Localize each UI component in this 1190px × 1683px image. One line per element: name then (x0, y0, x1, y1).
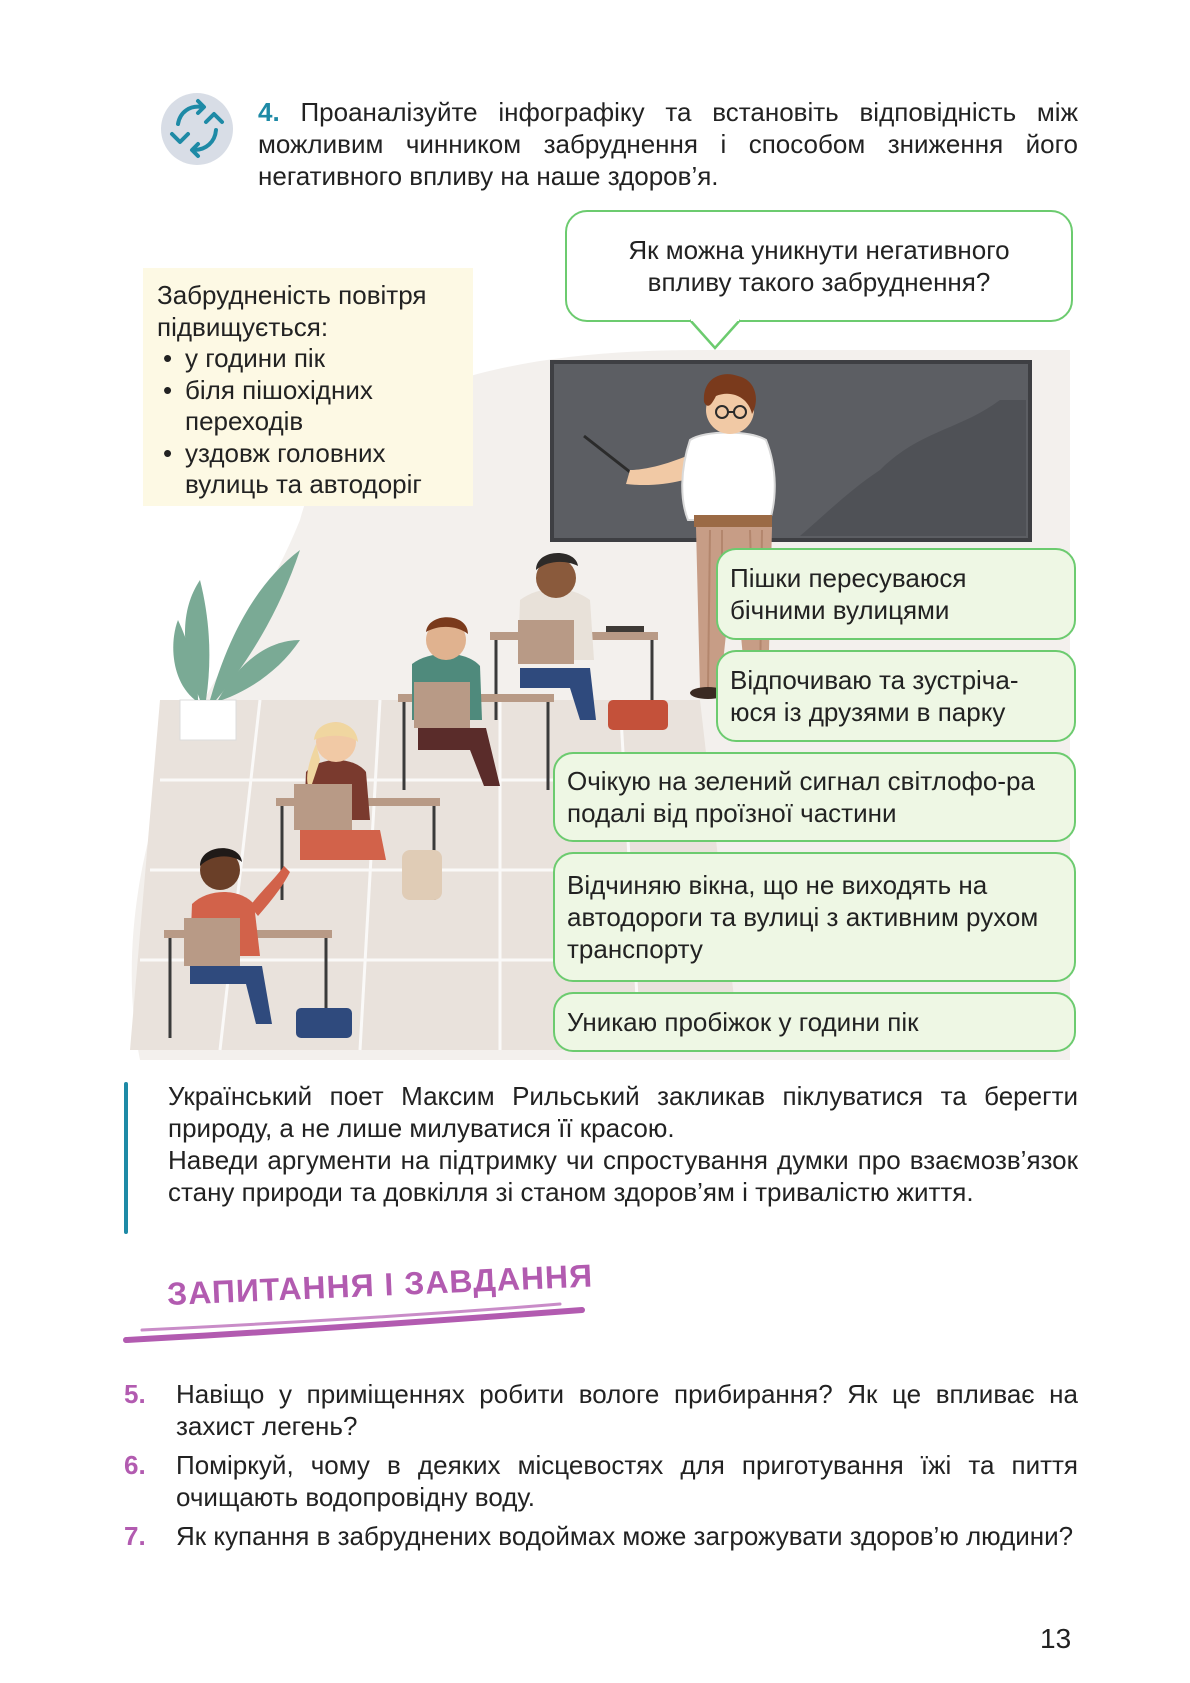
quote-task-paragraph: Наведи аргументи на підтримку чи спростування думки про взаємозв’язок стану природи та довкілля зі станом здоров’ям і тривалістю життя. (168, 1145, 1078, 1207)
question-5 (124, 1378, 1078, 1442)
question-number: 6. (124, 1450, 146, 1480)
answer-text: Очікую на зелений сигнал світлофо-ра подалі від проїзної частини (567, 766, 1035, 828)
answer-text: Пішки пересуваюся бічними вулицями (730, 563, 967, 625)
answer-box (716, 548, 1076, 640)
note-title-line-2: підвищується: (157, 311, 329, 342)
question-6 (124, 1449, 1078, 1513)
heading-underline (120, 1300, 590, 1346)
section-heading: ЗАПИТАННЯ І ЗАВДАННЯ (166, 1257, 594, 1313)
answer-text: Уникаю пробіжок у години пік (567, 1007, 919, 1037)
answer-text: Відпочиваю та зустріча-юся із друзями в парку (730, 665, 1019, 727)
answer-text: Відчиняю вікна, що не виходять на автодороги та вулиці з активним рухом транспорту (567, 870, 1039, 964)
bubble-tail (688, 318, 742, 352)
factor-item: • біля пішохідних переходів (157, 375, 459, 438)
question-text: Як купання в забруднених водоймах може загрожувати здоров’ю людини? (176, 1521, 1074, 1551)
bubble-line-1: Як можна уникнути негативного (628, 235, 1010, 265)
note-title-line-1: Забрудненість повітря (157, 280, 427, 310)
task-number: 4. (258, 97, 280, 127)
factor-list (157, 343, 459, 501)
question-7 (124, 1520, 1078, 1552)
rylsky-quote-block (168, 1080, 1078, 1208)
answer-box (553, 992, 1076, 1052)
question-number: 5. (124, 1379, 146, 1409)
answer-box (553, 852, 1076, 982)
question-speech-bubble (565, 210, 1073, 322)
question-number: 7. (124, 1521, 146, 1551)
question-text: Навіщо у приміщеннях робити вологе прибирання? Як це впливає на захист легень? (176, 1379, 1078, 1441)
quote-paragraph: Український поет Максим Рильський закликав піклуватися та берегти природу, а не лише милуватися її красою. (168, 1081, 1078, 1143)
task-instruction: Проаналізуйте інфографіку та встановіть відповідність між можливим чинником забруднення і способом зниження його негативного впливу на наше здоров’я. (258, 97, 1078, 191)
pollution-factors-note (143, 268, 473, 506)
answer-box (716, 650, 1076, 742)
bubble-line-2: впливу такого забруднення? (647, 267, 991, 297)
question-text: Поміркуй, чому в деяких місцевостях для приготування їжі та пиття очищають водопровідну воду. (176, 1450, 1078, 1512)
factor-item: • уздовж головних вулиць та автодоріг (157, 438, 459, 501)
answer-box (553, 752, 1076, 842)
quote-accent-bar (124, 1082, 128, 1234)
page-number: 13 (1040, 1623, 1072, 1654)
factor-item: • у години пік (157, 343, 459, 375)
